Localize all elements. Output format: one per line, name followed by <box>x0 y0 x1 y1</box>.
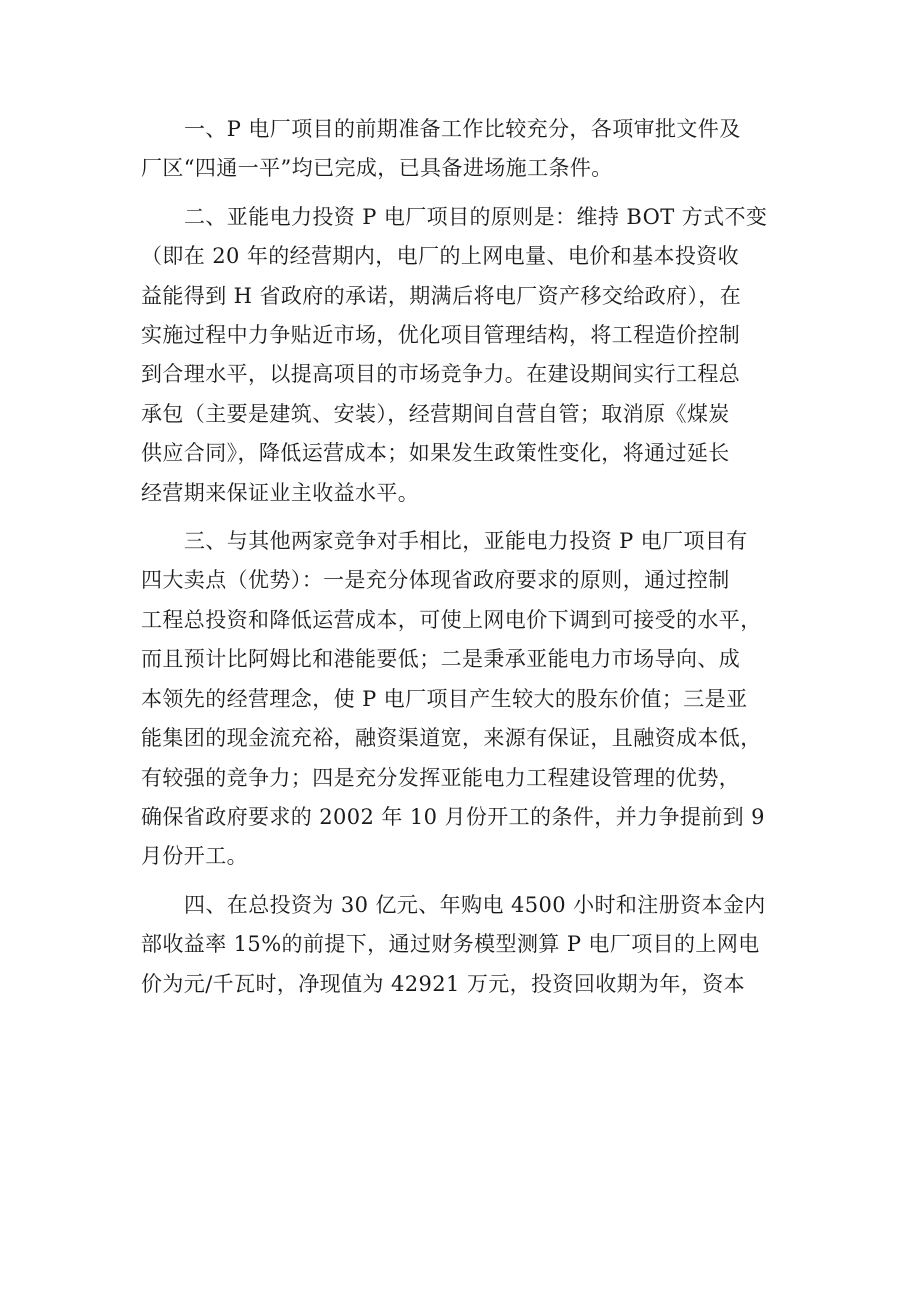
paragraph-line: 到合理水平，以提高项目的市场竞争力。在建设期间实行工程总 <box>141 362 741 387</box>
paragraph-line: 一、P 电厂项目的前期准备工作比较充分，各项审批文件及 <box>184 117 741 141</box>
paragraph-line: 有较强的竞争力；四是充分发挥亚能电力工程建设管理的优势， <box>141 765 741 790</box>
paragraph-line: 价为元/千瓦时，净现值为 42921 万元，投资回收期为年，资本 <box>141 971 746 996</box>
paragraph-line: 能集团的现金流充裕，融资渠道宽，来源有保证，且融资成本低， <box>141 726 762 751</box>
paragraph-2 <box>141 198 791 513</box>
paragraph-line: 经营期来保证业主收益水平。 <box>141 480 420 505</box>
paragraph-1 <box>141 110 791 189</box>
paragraph-line: 月份开工。 <box>141 844 248 869</box>
paragraph-line: 本领先的经营理念，使 P 电厂项目产生较大的股东价值；三是亚 <box>141 686 748 711</box>
paragraph-line: 四大卖点（优势）：一是充分体现省政府要求的原则，通过控制 <box>141 568 730 593</box>
paragraph-line: 承包（主要是建筑、安装），经营期间自营自管；取消原《煤炭 <box>141 401 730 426</box>
paragraph-line: （即在 20 年的经营期内，电厂的上网电量、电价和基本投资收 <box>141 244 740 269</box>
document-body <box>141 110 791 1013</box>
paragraph-line: 四、在总投资为 30 亿元、年购电 4500 小时和注册资本金内 <box>184 892 766 917</box>
paragraph-line: 确保省政府要求的 2002 年 10 月份开工的条件，并力争提前到 9 <box>141 804 765 829</box>
paragraph-line: 厂区“四通一平”均已完成，已具备进场施工条件。 <box>141 156 613 181</box>
paragraph-line: 供应合同》，降低运营成本；如果发生政策性变化，将通过延长 <box>141 441 730 466</box>
paragraph-4 <box>141 886 791 1004</box>
paragraph-line: 三、与其他两家竞争对手相比，亚能电力投资 P 电厂项目有 <box>184 529 748 554</box>
paragraph-line: 二、亚能电力投资 P 电厂项目的原则是：维持 BOT 方式不变 <box>184 204 768 229</box>
paragraph-line: 而且预计比阿姆比和港能要低；二是秉承亚能电力市场导向、成 <box>141 647 741 672</box>
paragraph-3 <box>141 522 791 877</box>
paragraph-line: 工程总投资和降低运营成本，可使上网电价下调到可接受的水平， <box>141 607 762 632</box>
paragraph-line: 实施过程中力争贴近市场，优化项目管理结构，将工程造价控制 <box>141 323 741 348</box>
paragraph-line: 部收益率 15%的前提下，通过财务模型测算 P 电厂项目的上网电 <box>141 932 760 957</box>
paragraph-line: 益能得到 H 省政府的承诺，期满后将电厂资产移交给政府），在 <box>141 283 742 308</box>
